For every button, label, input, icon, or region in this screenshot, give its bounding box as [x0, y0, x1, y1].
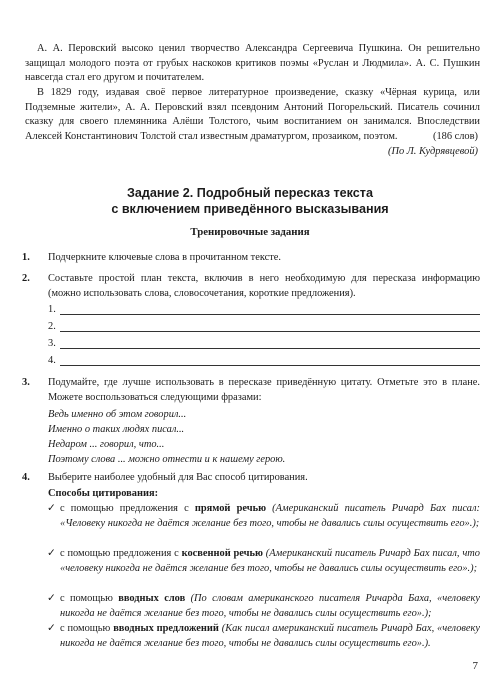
- method-example: (Как писал американский писатель Ричард Бах, «человеку никогда не даётся желание без того, чтобы не давались силы осуществить его».).: [60, 623, 481, 649]
- page-number: 7: [472, 660, 478, 672]
- method-introductory-words: [60, 592, 480, 621]
- task-1-number: 1.: [22, 252, 30, 263]
- section-title-line-1: Задание 2. Подробный пересказ текста: [127, 186, 373, 200]
- plan-item-1-line[interactable]: [60, 314, 480, 315]
- task-3-number: 3.: [22, 377, 30, 388]
- source-attribution: (По Л. Кудрявцевой): [388, 146, 478, 157]
- method-introductory-sentences: [60, 622, 480, 651]
- method-prefix: с помощью: [60, 623, 114, 634]
- plan-item-4-label: 4.: [48, 355, 56, 366]
- method-example: (Американский писатель Ричард Бах писал: «Человеку никогда не даётся желание без того, чтобы не давались силы осуществить его».);: [60, 503, 480, 529]
- method-keyword: вводных предложений: [113, 623, 219, 634]
- word-count: (186 слов): [432, 131, 478, 142]
- method-prefix: с помощью предложения с: [60, 503, 195, 514]
- plan-item-4-line[interactable]: [60, 365, 480, 366]
- plan-item-3-label: 3.: [48, 338, 56, 349]
- method-indirect-speech: [60, 547, 480, 576]
- method-keyword: прямой речью: [194, 503, 267, 514]
- method-example: (Американский писатель Ричард Бах писал, что «человеку никогда не даётся желание без того, чтобы не давались силы осуществить его».);: [60, 548, 480, 574]
- phrase-2: Именно о таких людях писал...: [48, 424, 185, 435]
- plan-item-1-label: 1.: [48, 304, 56, 315]
- task-4-number: 4.: [22, 472, 30, 483]
- method-prefix: с помощью предложения с: [60, 548, 182, 559]
- section-subtitle: Тренировочные задания: [190, 226, 310, 238]
- plan-item-2-label: 2.: [48, 321, 56, 332]
- intro-paragraph-1: А. А. Перовский высоко ценил творчество Александра Сергеевича Пушкина. Он решительно защищал молодого поэта от грубых наскоков критиков поэмы «Руслан и Людмила». А. С. Пушкин навсегда стал его другом и почитателем.: [25, 43, 480, 84]
- task-2-number: 2.: [22, 273, 30, 284]
- phrase-3: Недаром ... говорил, что...: [48, 439, 165, 450]
- method-direct-speech: [60, 502, 480, 531]
- method-keyword: вводных слов: [118, 593, 186, 604]
- task-3-text: Подумайте, где лучше использовать в пересказе приведённую цитату. Отметьте это в плане. Можете воспользоваться следующими фразами:: [48, 377, 480, 403]
- check-icon: ✓: [47, 548, 56, 559]
- method-prefix: с помощью: [60, 593, 119, 604]
- check-icon: ✓: [47, 593, 56, 604]
- methods-title: Способы цитирования:: [48, 488, 159, 499]
- check-icon: ✓: [47, 503, 56, 514]
- check-icon: ✓: [47, 623, 56, 634]
- task-2-text: Составьте простой план текста, включив в него необходимую для пересказа информацию (можно использовать слова, словосочетания, короткие предложения).: [48, 273, 480, 299]
- method-example: (По словам американского писателя Ричарда Баха, «человеку никогда не даётся желание без того, чтобы не давались силы осуществить его».);: [60, 593, 480, 619]
- phrase-1: Ведь именно об этом говорил...: [48, 409, 187, 420]
- task-4-text: Выберите наиболее удобный для Вас способ цитирования.: [48, 472, 308, 483]
- plan-item-2-line[interactable]: [60, 331, 480, 332]
- task-1-text: Подчеркните ключевые слова в прочитанном тексте.: [48, 252, 281, 263]
- phrase-4: Поэтому слова ... можно отнести и к нашему герою.: [48, 454, 286, 465]
- intro-paragraph-2: В 1829 году, издавая своё первое литературное произведение, сказку «Чёрная курица, или Подземные жители», А. А. Перовский взял псевдоним Антоний Погорельский. Писатель сочинил сказку для своего племянника Алёши Толстого, чьим воспитанием он занимался. Впоследствии Алексей Константинович Толстой стал известным драматургом, прозаиком, поэтом.: [25, 87, 480, 142]
- plan-item-3-line[interactable]: [60, 348, 480, 349]
- section-title-line-2: с включением приведённого высказывания: [111, 202, 389, 216]
- method-keyword: косвенной речью: [181, 548, 263, 559]
